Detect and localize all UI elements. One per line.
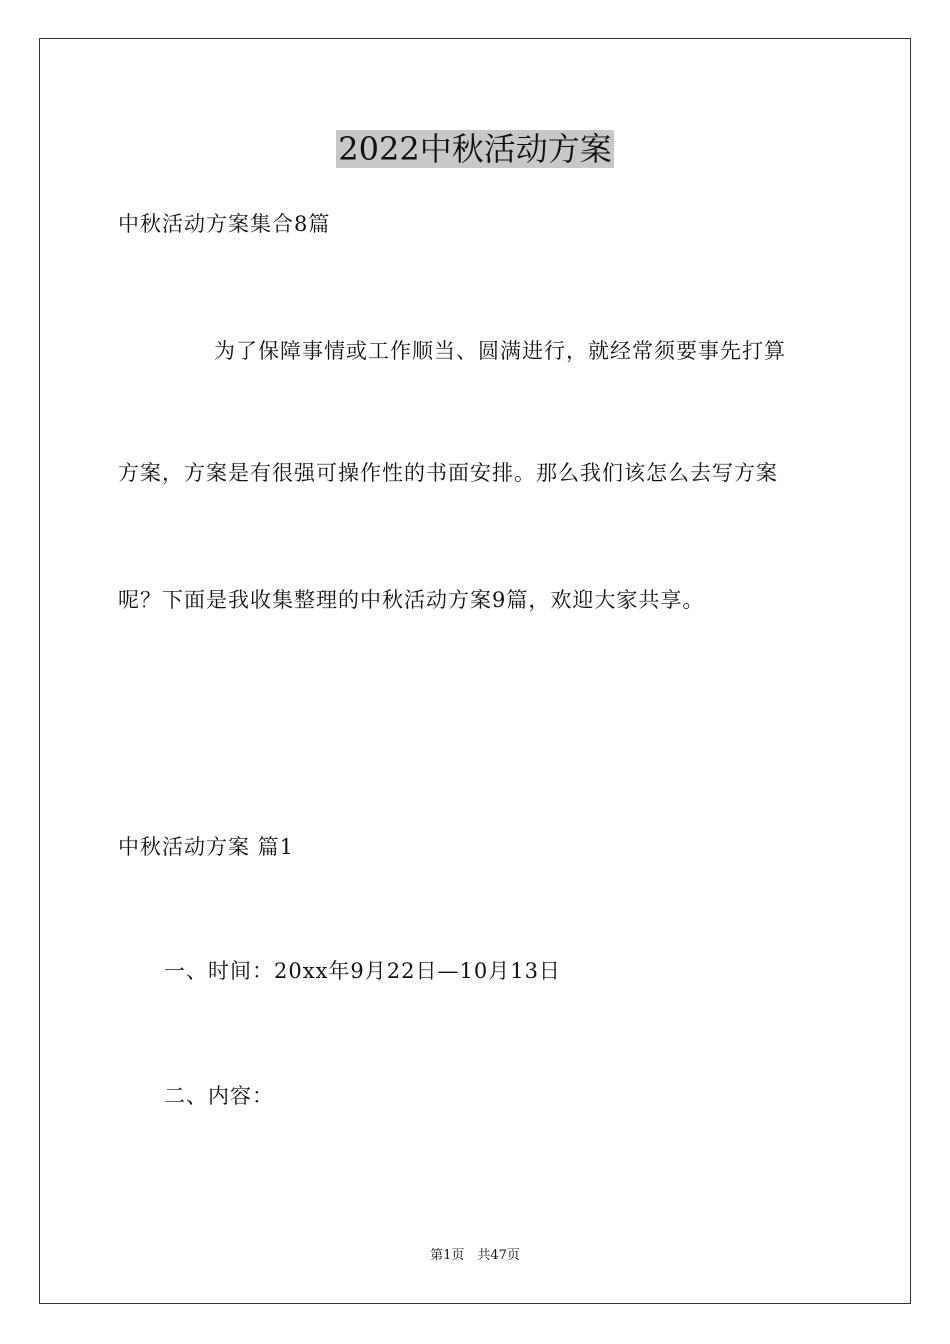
document-title [0, 126, 950, 172]
intro-line-2: 方案，方案是有很强可操作性的书面安排。那么我们该怎么去写方案 [118, 461, 778, 485]
item-content: 二、内容： [164, 1084, 274, 1108]
page-footer: 第1页 共47页 [430, 1248, 520, 1263]
intro-line-1: 为了保障事情或工作顺当、圆满进行，就经常须要事先打算 [214, 339, 786, 363]
item-time: 一、时间：20xx年9月22日—10月13日 [164, 959, 561, 983]
section-heading: 中秋活动方案 篇1 [118, 835, 295, 859]
document-title-text: 2022中秋活动方案 [338, 130, 612, 168]
document-subtitle: 中秋活动方案集合8篇 [118, 212, 331, 236]
intro-line-3: 呢？下面是我收集整理的中秋活动方案9篇，欢迎大家共享。 [118, 588, 705, 612]
